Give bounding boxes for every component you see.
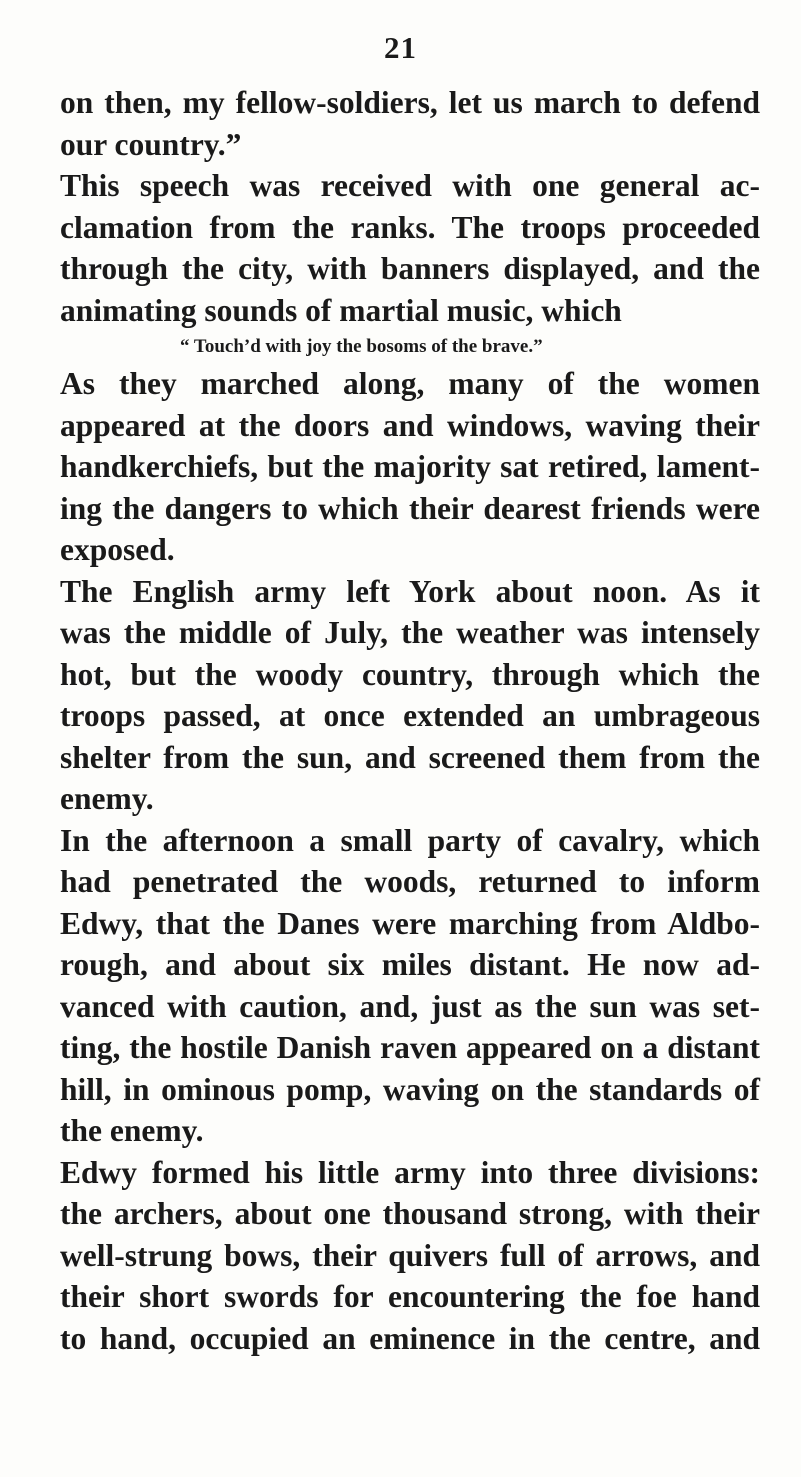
text-line: handkerchiefs, but the majority sat retired, lament- bbox=[60, 449, 760, 484]
text-line: well-strung bows, their quivers full of arrows, and bbox=[60, 1237, 760, 1273]
paragraph bbox=[60, 571, 760, 820]
text-line: enemy. bbox=[60, 781, 154, 816]
text-line: clamation from the ranks. The troops proceeded bbox=[60, 209, 760, 245]
text-line: hot, but the woody country, through which the bbox=[60, 656, 760, 692]
paragraph bbox=[60, 1152, 760, 1360]
text-line: was the middle of July, the weather was intensely bbox=[60, 615, 760, 650]
page-number: 21 bbox=[384, 30, 417, 65]
text-line: hill, in ominous pomp, waving on the standards of bbox=[60, 1071, 760, 1107]
text-line: the archers, about one thousand strong, with their bbox=[60, 1196, 760, 1231]
text-line: In the afternoon a small party of cavalry, which bbox=[60, 822, 760, 858]
text-line: Edwy, that the Danes were marching from Aldbo- bbox=[60, 905, 760, 941]
text-line: the enemy. bbox=[60, 1113, 204, 1148]
text-line: our country.” bbox=[60, 126, 242, 162]
text-line: on then, my fellow-soldiers, let us march to defend bbox=[60, 85, 760, 120]
text-line: As they marched along, many of the women bbox=[60, 366, 760, 401]
text-line: to hand, occupied an eminence in the centre, and bbox=[60, 1320, 760, 1356]
paragraph bbox=[60, 82, 760, 165]
text-line: animating sounds of martial music, which bbox=[60, 292, 622, 328]
paragraph bbox=[60, 363, 760, 571]
text-line: their short swords for encountering the foe hand bbox=[60, 1279, 760, 1314]
verse-quotation: “ Touch’d with joy the bosoms of the brave.” bbox=[180, 336, 543, 357]
text-line: ting, the hostile Danish raven appeared on a distant bbox=[60, 1030, 760, 1065]
paragraph bbox=[60, 820, 760, 1152]
text-line: troops passed, at once extended an umbrageous bbox=[60, 698, 760, 733]
text-line: ing the dangers to which their dearest friends were bbox=[60, 490, 760, 526]
text-line: shelter from the sun, and screened them from the bbox=[60, 739, 760, 775]
text-line: vanced with caution, and, just as the sun was set- bbox=[60, 988, 760, 1024]
paragraph bbox=[60, 165, 760, 363]
text-line: appeared at the doors and windows, waving their bbox=[60, 407, 760, 443]
text-line: rough, and about six miles distant. He now ad- bbox=[60, 947, 760, 982]
text-line: had penetrated the woods, returned to inform bbox=[60, 864, 760, 899]
text-line: The English army left York about noon. As it bbox=[60, 573, 760, 609]
body-text bbox=[60, 82, 760, 1359]
text-line: through the city, with banners displayed, and the bbox=[60, 251, 760, 286]
text-line: Edwy formed his little army into three divisions: bbox=[60, 1154, 760, 1190]
text-line: This speech was received with one general ac- bbox=[60, 168, 760, 203]
text-line: exposed. bbox=[60, 532, 175, 567]
